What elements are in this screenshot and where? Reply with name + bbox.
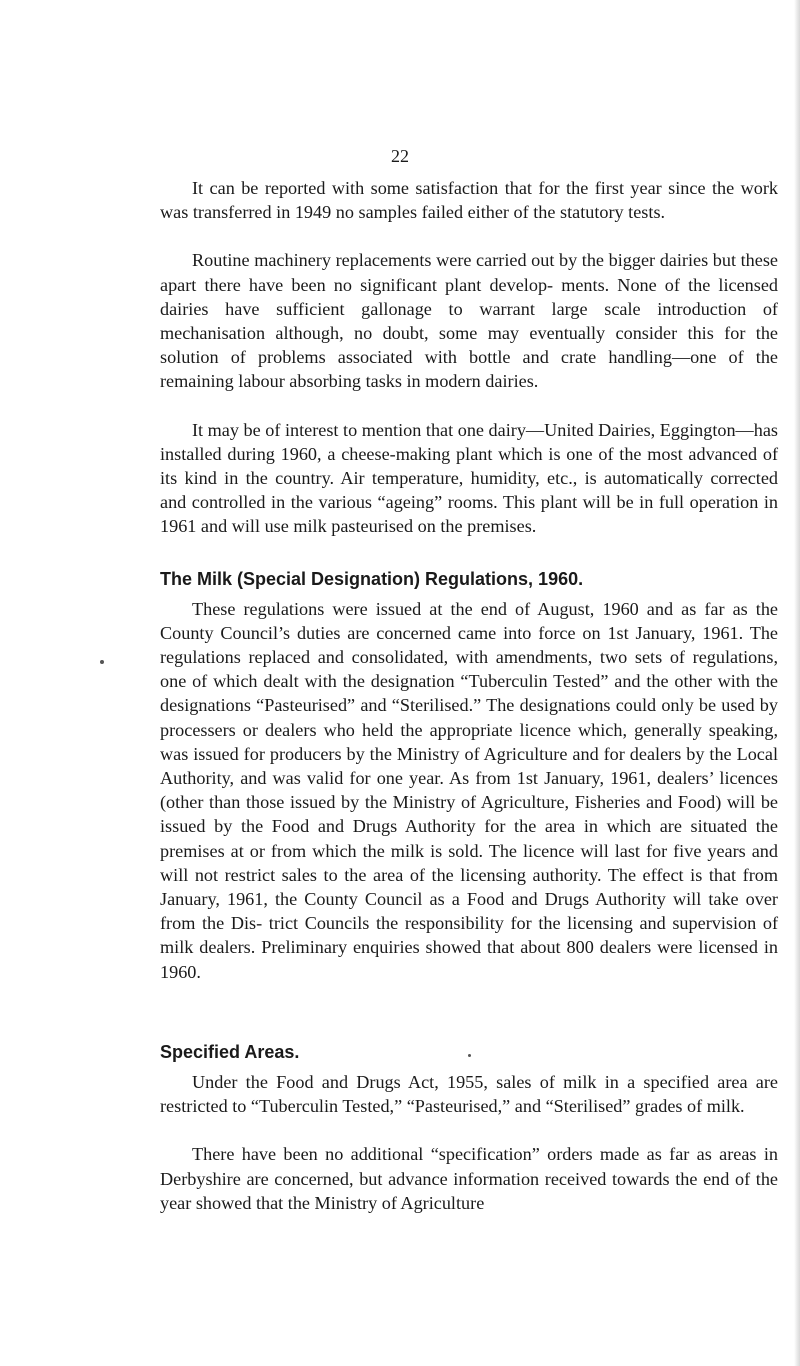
page-number: 22 [391, 146, 409, 166]
scan-speck [100, 660, 104, 664]
heading-milk-regulations: The Milk (Special Designation) Regulations, 1960. [160, 568, 584, 589]
heading-specified-areas: Specified Areas. [160, 1041, 300, 1062]
paragraph-statutory-tests: It can be reported with some satisfaction that for the first year since the work was transferred in 1949 no samples failed either of the statutory tests. [160, 178, 778, 223]
paragraph-cheese-plant: It may be of interest to mention that one dairy—United Dairies, Eggington—has installed during 1960, a cheese-making plant which is one of the most advanced of its kind in the country. Air temperature, humidity, etc., is automatically corrected and controlled in the various “ageing” rooms. This plant will be in full operation in 1961 and will use milk pasteurised on the premises. [160, 419, 778, 537]
page-edge-shadow [794, 0, 800, 1366]
paragraph-machinery: Routine machinery replacements were carried out by the bigger dairies but these apart there have been no significant plant develop- ments. None of the licensed dairies have sufficient gallonage to warrant large scale introduction of mechanisation although, no doubt, some may eventually consider this for the solution of problems associated with bottle and crate handling—one of the remaining labour absorbing tasks in modern dairies. [160, 250, 778, 392]
paragraph-regulations: These regulations were issued at the end of August, 1960 and as far as the County Council’s duties are concerned came into force on 1st January, 1961. The regulations replaced and consolidated, with amendments, two sets of regulations, one of which dealt with the designation “Tuberculin Tested” and the other with the designations “Pasteurised” and “Sterilised.” The designations could only be used by processers or dealers who held the appropriate licence which, generally speaking, was issued for producers by the Ministry of Agriculture and for dealers by the Local Authority, and was valid for one year. As from 1st January, 1961, dealers’ licences (other than those issued by the Ministry of Agriculture, Fisheries and Food) will be issued by the Food and Drugs Authority for the area in which are situated the premises at or from which the milk is sold. The licence will last for five years and will not restrict sales to the area of the licensing authority. The effect is that from January, 1961, the County Council as a Food and Drugs Authority will take over from the Dis- trict Councils the responsibility for the licensing and supervision of milk dealers. Preliminary enquiries showed that about 800 dealers were licensed in 1960. [160, 598, 778, 982]
page-body [160, 176, 778, 1215]
scan-speck [468, 1054, 471, 1057]
paragraph-specified-area-grades: Under the Food and Drugs Act, 1955, sales of milk in a specified area are restricted to “Tuberculin Tested,” “Pasteurised,” and “Sterilised” grades of milk. [160, 1071, 778, 1117]
paragraph-specification-orders: There have been no additional “specification” orders made as far as areas in Derbyshire are concerned, but advance information received towards the end of the year showed that the Ministry of Agriculture [160, 1144, 778, 1213]
